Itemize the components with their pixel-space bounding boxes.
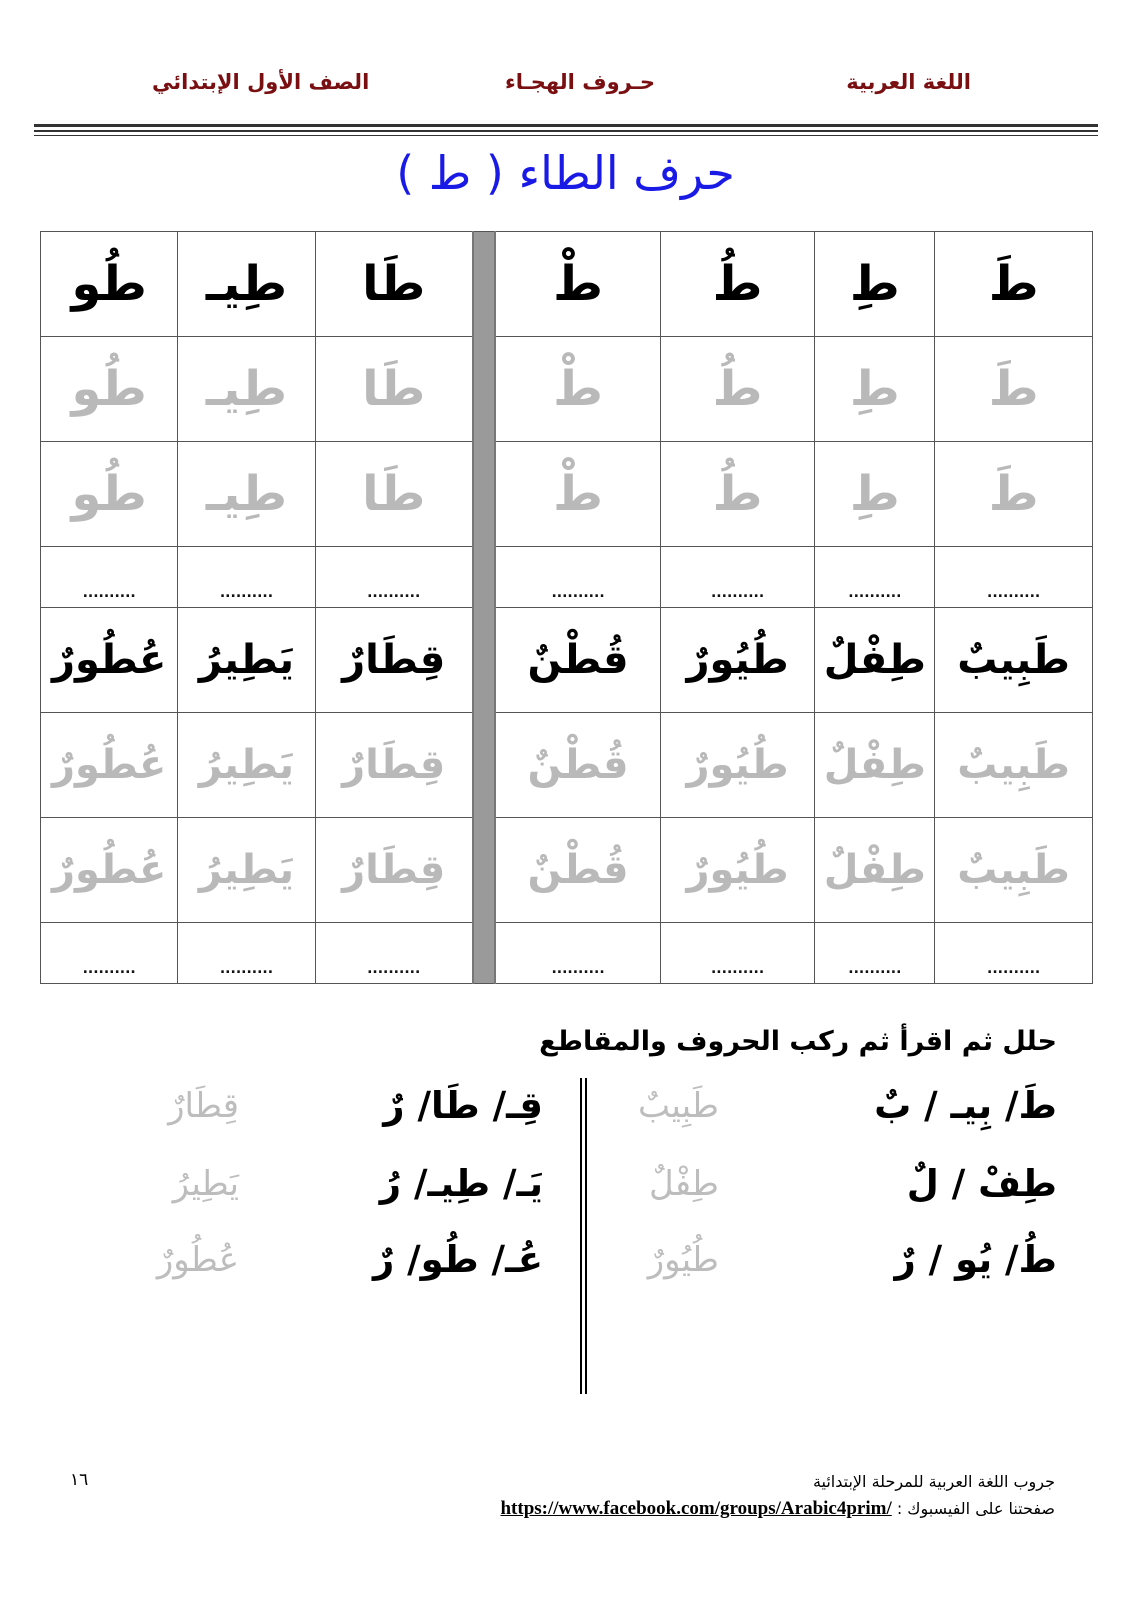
dotted-line: .......... xyxy=(82,584,136,601)
dotted-line: .......... xyxy=(848,584,902,601)
word-trace-cell: يَطِيرُ xyxy=(178,713,315,818)
trace-cell: طِ xyxy=(815,442,935,547)
trace-cell: طِيـ xyxy=(178,337,315,442)
trace-cell: طْ xyxy=(495,337,660,442)
word-trace-cell: طَبِيبٌ xyxy=(935,818,1093,923)
writing-line-cell[interactable] xyxy=(41,923,178,984)
trace-cell: طَا xyxy=(315,337,473,442)
table-row xyxy=(41,713,1093,818)
footer-page-label: صفحتنا على الفيسبوك : xyxy=(896,1499,1055,1518)
dotted-line: .......... xyxy=(710,584,765,601)
composed-word-trace: طَبِيبٌ xyxy=(638,1086,719,1126)
word-cell: طِفْلٌ xyxy=(815,608,935,713)
syllable-breakdown: عُـ/ طُو/ رٌ xyxy=(372,1238,543,1281)
writing-line-cell[interactable] xyxy=(935,923,1093,984)
dotted-line: .......... xyxy=(82,960,136,977)
word-trace-cell: عُطُورٌ xyxy=(41,713,178,818)
table-row xyxy=(41,923,1093,984)
dotted-line: .......... xyxy=(219,960,274,977)
writing-line-cell[interactable] xyxy=(178,547,315,608)
dotted-line: .......... xyxy=(551,584,605,601)
table-row xyxy=(41,232,1093,337)
word-cell: قِطَارٌ xyxy=(315,608,473,713)
syllable-breakdown: يَـ/ طِيـ/ رُ xyxy=(379,1162,543,1205)
word-trace-cell: طَبِيبٌ xyxy=(935,713,1093,818)
page-number: ١٦ xyxy=(70,1470,89,1490)
header-rule xyxy=(34,124,1098,127)
writing-line-cell[interactable] xyxy=(495,923,660,984)
trace-cell: طْ xyxy=(495,442,660,547)
composed-word-trace: طِفْلٌ xyxy=(648,1164,719,1204)
dotted-line: .......... xyxy=(367,960,421,977)
composed-word-trace: يَطِيرُ xyxy=(172,1164,239,1204)
exercise-divider xyxy=(580,1078,587,1394)
letter-cell: طْ xyxy=(495,232,660,337)
dotted-line: .......... xyxy=(987,584,1041,601)
word-cell: قُطْنٌ xyxy=(495,608,660,713)
word-trace-cell: طُيُورٌ xyxy=(660,818,815,923)
header-rule xyxy=(34,135,1098,136)
word-trace-cell: قُطْنٌ xyxy=(495,713,660,818)
column-separator xyxy=(473,232,496,984)
composed-word-trace: طُيُورٌ xyxy=(647,1240,719,1280)
word-trace-cell: عُطُورٌ xyxy=(41,818,178,923)
word-trace-cell: قِطَارٌ xyxy=(315,713,473,818)
word-cell: طُيُورٌ xyxy=(660,608,815,713)
grade-label: الصف الأول الإبتدائي xyxy=(152,70,370,94)
letter-cell: طَ xyxy=(935,232,1093,337)
writing-line-cell[interactable] xyxy=(815,923,935,984)
page-title: حرف الطاء ( ط ) xyxy=(396,146,735,200)
dotted-line: .......... xyxy=(710,960,765,977)
writing-line-cell[interactable] xyxy=(495,547,660,608)
composed-word-trace: قِطَارٌ xyxy=(168,1086,239,1126)
footer-facebook xyxy=(500,1498,1055,1520)
writing-line-cell[interactable] xyxy=(41,547,178,608)
writing-line-cell[interactable] xyxy=(178,923,315,984)
trace-cell: طَ xyxy=(935,442,1093,547)
syllable-breakdown: طِفْ / لٌ xyxy=(906,1162,1057,1205)
letter-cell: طَا xyxy=(315,232,473,337)
facebook-group-link[interactable]: https://www.facebook.com/groups/Arabic4prim/ xyxy=(500,1498,892,1519)
word-trace-cell: طِفْلٌ xyxy=(815,713,935,818)
table-row xyxy=(41,608,1093,713)
composed-word-trace: عُطُورٌ xyxy=(156,1240,239,1280)
trace-cell: طُ xyxy=(660,337,815,442)
dotted-line: .......... xyxy=(219,584,274,601)
writing-line-cell[interactable] xyxy=(660,923,815,984)
dotted-line: .......... xyxy=(551,960,605,977)
trace-cell: طَ xyxy=(935,337,1093,442)
word-cell: عُطُورٌ xyxy=(41,608,178,713)
dotted-line: .......... xyxy=(848,960,902,977)
trace-cell: طُو xyxy=(41,337,178,442)
table-row xyxy=(41,337,1093,442)
letter-cell: طُ xyxy=(660,232,815,337)
header-rule xyxy=(34,130,1098,132)
writing-line-cell[interactable] xyxy=(315,923,473,984)
word-trace-cell: طُيُورٌ xyxy=(660,713,815,818)
writing-line-cell[interactable] xyxy=(315,547,473,608)
table-row xyxy=(41,547,1093,608)
writing-practice-grid xyxy=(40,231,1093,984)
writing-line-cell[interactable] xyxy=(660,547,815,608)
topic-label: حـروف الهجـاء xyxy=(505,70,656,94)
word-trace-cell: قِطَارٌ xyxy=(315,818,473,923)
trace-cell: طُو xyxy=(41,442,178,547)
letter-cell: طِيـ xyxy=(178,232,315,337)
page-header xyxy=(0,70,1131,110)
letter-cell: طُو xyxy=(41,232,178,337)
syllable-breakdown: طَ/ بِيـ / بٌ xyxy=(874,1084,1057,1127)
trace-cell: طِ xyxy=(815,337,935,442)
trace-cell: طِيـ xyxy=(178,442,315,547)
word-cell: يَطِيرُ xyxy=(178,608,315,713)
subject-label: اللغة العربية xyxy=(846,70,971,94)
exercise-instruction: حلل ثم اقرأ ثم ركب الحروف والمقاطع xyxy=(539,1026,1057,1057)
word-trace-cell: طِفْلٌ xyxy=(815,818,935,923)
word-trace-cell: قُطْنٌ xyxy=(495,818,660,923)
trace-cell: طَا xyxy=(315,442,473,547)
trace-cell: طُ xyxy=(660,442,815,547)
writing-line-cell[interactable] xyxy=(935,547,1093,608)
syllable-breakdown: قِـ/ طَا/ رٌ xyxy=(383,1084,543,1127)
dotted-line: .......... xyxy=(367,584,421,601)
syllable-breakdown: طُ/ يُو / رٌ xyxy=(894,1238,1057,1281)
table-row xyxy=(41,818,1093,923)
writing-line-cell[interactable] xyxy=(815,547,935,608)
footer-book-title: جروب اللغة العربية للمرحلة الإبتدائية xyxy=(812,1472,1055,1491)
table-row xyxy=(41,442,1093,547)
dotted-line: .......... xyxy=(987,960,1041,977)
word-trace-cell: يَطِيرُ xyxy=(178,818,315,923)
letter-cell: طِ xyxy=(815,232,935,337)
word-cell: طَبِيبٌ xyxy=(935,608,1093,713)
